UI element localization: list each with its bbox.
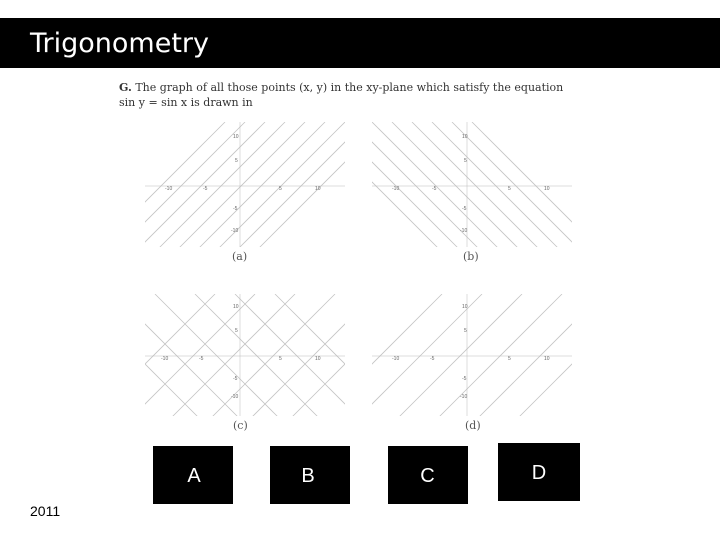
answer-c-button[interactable]: [388, 446, 468, 504]
tick-label: -10: [161, 356, 169, 362]
graph-b: [372, 122, 572, 247]
answer-a-button[interactable]: [153, 446, 233, 504]
graph-a-plot: [145, 122, 345, 247]
tick-label: -10: [460, 228, 468, 234]
tick-label: -5: [462, 206, 467, 212]
tick-label: 5: [464, 158, 467, 164]
tick-label: -10: [231, 394, 239, 400]
graph-c-plot: [145, 294, 345, 416]
question-line2: sin y = sin x is drawn in: [119, 96, 253, 109]
tick-label: -10: [460, 394, 468, 400]
tick-label: 10: [544, 356, 550, 362]
graph-b-plot: [372, 122, 572, 247]
answer-b-button[interactable]: [270, 446, 350, 504]
answer-d-button[interactable]: [498, 443, 580, 501]
tick-label: -5: [199, 356, 204, 362]
tick-label: 5: [508, 186, 511, 192]
tick-label: -5: [233, 376, 238, 382]
tick-label: -10: [165, 186, 173, 192]
caption-b: (b): [463, 250, 479, 263]
tick-label: 5: [235, 158, 238, 164]
tick-label: -5: [203, 186, 208, 192]
answer-b-label: B: [301, 465, 315, 487]
question-label: G.: [119, 81, 132, 94]
graph-d: [372, 294, 572, 416]
tick-label: -10: [392, 356, 400, 362]
question-text: [119, 80, 599, 110]
tick-label: -5: [233, 206, 238, 212]
caption-d: (d): [465, 419, 481, 432]
question-line1: The graph of all those points (x, y) in the xy-plane which satisfy the equation: [135, 81, 564, 94]
caption-a: (a): [232, 250, 248, 263]
tick-label: 10: [315, 356, 321, 362]
tick-label: 5: [279, 356, 282, 362]
tick-label: -5: [462, 376, 467, 382]
graph-d-plot: [372, 294, 572, 416]
tick-label: 10: [315, 186, 321, 192]
tick-label: 5: [235, 328, 238, 334]
tick-label: 5: [508, 356, 511, 362]
answer-d-label: D: [531, 462, 547, 484]
graph-c: [145, 294, 345, 416]
tick-label: 5: [464, 328, 467, 334]
answer-a-label: A: [187, 465, 201, 487]
tick-label: -10: [231, 228, 239, 234]
tick-label: 10: [233, 134, 239, 140]
caption-c: (c): [233, 419, 248, 432]
slide-title: Trigonometry: [30, 28, 209, 59]
graph-a: [145, 122, 345, 247]
answer-c-label: C: [420, 465, 435, 487]
tick-label: 10: [462, 134, 468, 140]
tick-label: -5: [430, 356, 435, 362]
footer-year: 2011: [30, 503, 61, 519]
tick-label: 10: [462, 304, 468, 310]
tick-label: 10: [544, 186, 550, 192]
tick-label: -5: [432, 186, 437, 192]
tick-label: 5: [279, 186, 282, 192]
tick-label: -10: [392, 186, 400, 192]
title-bar: [0, 18, 720, 68]
tick-label: 10: [233, 304, 239, 310]
